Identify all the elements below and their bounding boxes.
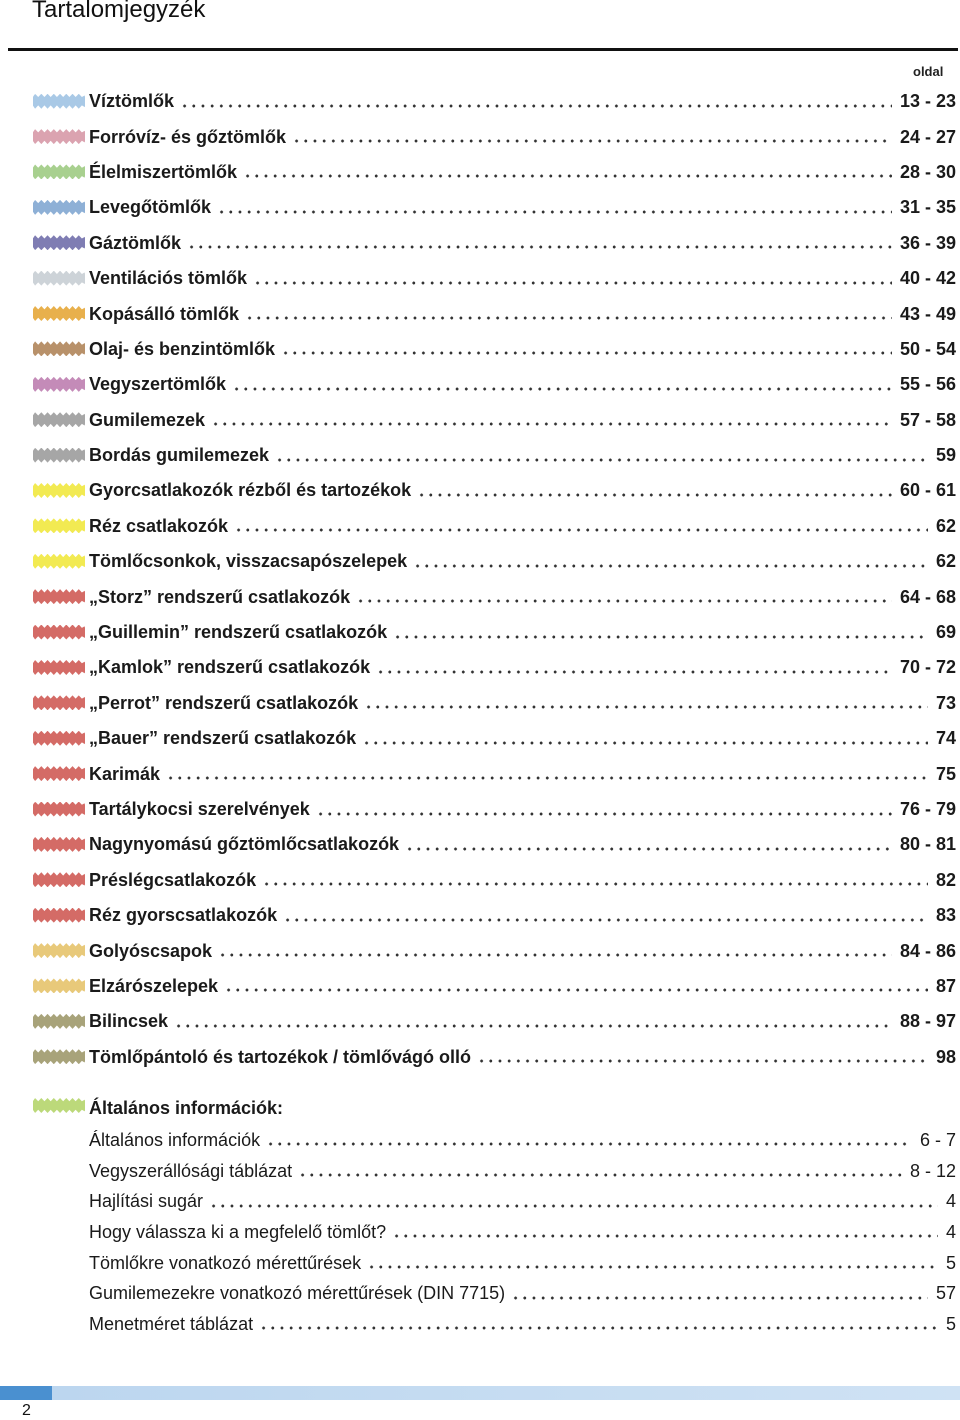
toc-entry-pages: 62 bbox=[935, 515, 956, 536]
toc-row[interactable] bbox=[0, 863, 960, 898]
toc-entry-pages: 24 - 27 bbox=[899, 126, 956, 147]
category-color-swatch bbox=[33, 695, 85, 710]
dot-leader bbox=[376, 670, 892, 674]
toc-entry-pages: 84 - 86 bbox=[899, 940, 956, 961]
general-info-entry[interactable] bbox=[89, 1125, 956, 1156]
dot-leader bbox=[262, 882, 928, 886]
page-column-header: oldal bbox=[913, 64, 944, 79]
toc-entry-label: Préslégcsatlakozók bbox=[89, 869, 257, 890]
toc-entry-label: Olaj- és benzintömlők bbox=[89, 338, 276, 359]
toc-entry-label: Gáztömlők bbox=[89, 232, 182, 253]
general-info-label: Gumilemezekre vonatkozó mérettűrések (DIN 7715) bbox=[89, 1283, 506, 1304]
toc-entry-label: Tömlőpántoló és tartozékok / tömlővágó olló bbox=[89, 1046, 472, 1067]
category-color-swatch bbox=[33, 1049, 85, 1064]
toc-row[interactable] bbox=[0, 367, 960, 402]
general-info-pages: 4 bbox=[945, 1191, 956, 1212]
dot-leader bbox=[174, 1024, 892, 1028]
toc-entry-pages: 80 - 81 bbox=[899, 834, 956, 855]
toc-entry-label: „Guillemin” rendszerű csatlakozók bbox=[89, 622, 388, 643]
toc-entry[interactable] bbox=[89, 792, 956, 827]
toc-entry-pages: 55 - 56 bbox=[899, 374, 956, 395]
category-color-swatch bbox=[33, 518, 85, 533]
toc-row[interactable] bbox=[0, 226, 960, 261]
category-color-swatch bbox=[33, 94, 85, 109]
toc-entry-pages: 43 - 49 bbox=[899, 303, 956, 324]
category-color-swatch bbox=[33, 978, 85, 993]
general-info-entry[interactable] bbox=[89, 1278, 956, 1309]
general-info-label: Tömlőkre vonatkozó mérettűrések bbox=[89, 1252, 362, 1273]
toc-entry-label: Elzárószelepek bbox=[89, 975, 219, 996]
toc-entry-pages: 73 bbox=[935, 692, 956, 713]
toc-entry-label: Vegyszertömlők bbox=[89, 374, 227, 395]
general-info-row[interactable] bbox=[0, 1278, 960, 1309]
toc-entry-label: Gumilemezek bbox=[89, 409, 206, 430]
toc-entry[interactable] bbox=[89, 615, 956, 650]
toc-entry-label: Kopásálló tömlők bbox=[89, 303, 240, 324]
category-color-swatch bbox=[33, 129, 85, 144]
general-info-pages: 5 bbox=[945, 1313, 956, 1334]
toc-entry-pages: 28 - 30 bbox=[899, 161, 956, 182]
dot-leader bbox=[275, 458, 928, 462]
category-color-swatch bbox=[33, 341, 85, 356]
toc-row[interactable] bbox=[0, 579, 960, 614]
toc-row[interactable] bbox=[0, 1004, 960, 1039]
toc-row[interactable] bbox=[0, 686, 960, 721]
toc-entry-label: Golyóscsapok bbox=[89, 940, 213, 961]
category-color-swatch bbox=[33, 660, 85, 675]
toc-entry-pages: 13 - 23 bbox=[899, 91, 956, 112]
toc-entry-label: „Perrot” rendszerű csatlakozók bbox=[89, 692, 359, 713]
general-info-row[interactable] bbox=[0, 1125, 960, 1156]
category-color-swatch bbox=[33, 164, 85, 179]
dot-leader bbox=[413, 564, 928, 568]
toc-entry-pages: 69 bbox=[935, 622, 956, 643]
toc-entry[interactable] bbox=[89, 686, 956, 721]
dot-leader bbox=[417, 493, 892, 497]
toc-entry[interactable] bbox=[89, 579, 956, 614]
toc-entry[interactable] bbox=[89, 721, 956, 756]
dot-leader bbox=[477, 1059, 928, 1063]
toc-row[interactable] bbox=[0, 473, 960, 508]
dot-leader bbox=[511, 1296, 928, 1300]
toc-entry-pages: 83 bbox=[935, 905, 956, 926]
toc-entry-label: Réz gyorscsatlakozók bbox=[89, 905, 278, 926]
dot-leader bbox=[356, 599, 892, 603]
dot-leader bbox=[367, 1265, 938, 1269]
toc-entry[interactable] bbox=[89, 226, 956, 261]
category-color-swatch bbox=[33, 235, 85, 250]
dot-leader bbox=[283, 918, 928, 922]
dot-leader bbox=[187, 245, 892, 249]
toc-entry-pages: 40 - 42 bbox=[899, 268, 956, 289]
category-color-swatch bbox=[33, 271, 85, 286]
category-color-swatch bbox=[33, 306, 85, 321]
toc-row[interactable] bbox=[0, 721, 960, 756]
toc-entry-label: Nagynyomású gőztömlőcsatlakozók bbox=[89, 834, 400, 855]
toc-row[interactable] bbox=[0, 119, 960, 154]
general-info-label: Általános információk bbox=[89, 1129, 261, 1150]
dot-leader bbox=[245, 316, 892, 320]
dot-leader bbox=[180, 104, 892, 108]
toc-entry-label: Forróvíz- és gőztömlők bbox=[89, 126, 287, 147]
toc-entry[interactable] bbox=[89, 1004, 956, 1039]
toc-entry[interactable] bbox=[89, 544, 956, 579]
toc-row[interactable] bbox=[0, 792, 960, 827]
toc-row[interactable] bbox=[0, 84, 960, 119]
toc-entry-label: Víztömlők bbox=[89, 91, 175, 112]
general-info-row[interactable] bbox=[0, 1156, 960, 1187]
toc-row[interactable] bbox=[0, 1040, 960, 1075]
dot-leader bbox=[243, 174, 892, 178]
general-info-entry[interactable] bbox=[89, 1309, 956, 1340]
general-info-row[interactable] bbox=[0, 1186, 960, 1217]
toc-entry-label: Ventilációs tömlők bbox=[89, 268, 248, 289]
dot-leader bbox=[166, 776, 928, 780]
dot-leader bbox=[234, 528, 928, 532]
toc-entry-label: „Kamlok” rendszerű csatlakozók bbox=[89, 657, 371, 678]
category-color-swatch bbox=[33, 625, 85, 640]
dot-leader bbox=[393, 635, 928, 639]
page-title: Tartalomjegyzék bbox=[32, 0, 206, 23]
toc-entry-label: „Bauer” rendszerű csatlakozók bbox=[89, 728, 357, 749]
general-info-entry[interactable] bbox=[89, 1156, 956, 1187]
toc-entry[interactable] bbox=[89, 933, 956, 968]
toc-row[interactable] bbox=[0, 190, 960, 225]
toc-entry-pages: 82 bbox=[935, 869, 956, 890]
dot-leader bbox=[211, 422, 892, 426]
general-info-entry[interactable] bbox=[89, 1217, 956, 1248]
dot-leader bbox=[316, 812, 892, 816]
general-info-pages: 5 bbox=[945, 1252, 956, 1273]
toc-entry-pages: 87 bbox=[935, 975, 956, 996]
general-info-label: Hogy válassza ki a megfelelő tömlőt? bbox=[89, 1221, 387, 1242]
general-info-label: Hajlítási sugár bbox=[89, 1191, 204, 1212]
table-of-contents bbox=[0, 84, 960, 1075]
toc-entry[interactable] bbox=[89, 473, 956, 508]
toc-entry-label: Karimák bbox=[89, 763, 161, 784]
toc-entry-label: Gyorcsatlakozók rézből és tartozékok bbox=[89, 480, 412, 501]
dot-leader bbox=[266, 1142, 912, 1146]
category-color-swatch bbox=[33, 908, 85, 923]
toc-entry-pages: 57 - 58 bbox=[899, 409, 956, 430]
toc-row[interactable] bbox=[0, 296, 960, 331]
toc-entry-pages: 64 - 68 bbox=[899, 586, 956, 607]
footer-bar bbox=[0, 1386, 960, 1400]
toc-entry-pages: 88 - 97 bbox=[899, 1011, 956, 1032]
toc-entry[interactable] bbox=[89, 119, 956, 154]
category-color-swatch bbox=[33, 589, 85, 604]
toc-entry[interactable] bbox=[89, 650, 956, 685]
toc-row[interactable] bbox=[0, 544, 960, 579]
general-info-entry[interactable] bbox=[89, 1248, 956, 1279]
page-number: 2 bbox=[22, 1402, 31, 1419]
toc-row[interactable] bbox=[0, 403, 960, 438]
general-info-label: Menetméret táblázat bbox=[89, 1313, 254, 1334]
toc-row[interactable] bbox=[0, 438, 960, 473]
toc-row[interactable] bbox=[0, 650, 960, 685]
category-color-swatch bbox=[33, 448, 85, 463]
toc-entry[interactable] bbox=[89, 403, 956, 438]
toc-entry-label: Bordás gumilemezek bbox=[89, 445, 270, 466]
toc-entry[interactable] bbox=[89, 438, 956, 473]
toc-row[interactable] bbox=[0, 756, 960, 791]
toc-row[interactable] bbox=[0, 261, 960, 296]
toc-entry-pages: 62 bbox=[935, 551, 956, 572]
toc-entry[interactable] bbox=[89, 969, 956, 1004]
toc-entry[interactable] bbox=[89, 332, 956, 367]
dot-leader bbox=[292, 139, 892, 143]
toc-entry[interactable] bbox=[89, 84, 956, 119]
category-color-swatch bbox=[33, 943, 85, 958]
toc-entry[interactable] bbox=[89, 898, 956, 933]
toc-entry[interactable] bbox=[89, 756, 956, 791]
category-color-swatch bbox=[33, 872, 85, 887]
toc-row[interactable] bbox=[0, 155, 960, 190]
toc-entry-pages: 50 - 54 bbox=[899, 338, 956, 359]
toc-entry-pages: 60 - 61 bbox=[899, 480, 956, 501]
category-color-swatch bbox=[33, 483, 85, 498]
dot-leader bbox=[209, 1204, 938, 1208]
toc-entry-pages: 74 bbox=[935, 728, 956, 749]
general-info-row[interactable] bbox=[0, 1217, 960, 1248]
toc-entry-pages: 76 - 79 bbox=[899, 799, 956, 819]
toc-entry[interactable] bbox=[89, 509, 956, 544]
category-color-swatch bbox=[33, 802, 85, 817]
toc-entry[interactable] bbox=[89, 261, 956, 296]
category-color-swatch bbox=[33, 837, 85, 852]
general-info-pages: 6 - 7 bbox=[919, 1129, 956, 1150]
general-info-list bbox=[0, 1125, 960, 1340]
category-color-swatch bbox=[33, 766, 85, 781]
title-divider bbox=[8, 48, 958, 51]
dot-leader bbox=[259, 1326, 938, 1330]
general-info-pages: 57 bbox=[935, 1283, 956, 1304]
dot-leader bbox=[281, 351, 892, 355]
dot-leader bbox=[224, 988, 928, 992]
toc-row[interactable] bbox=[0, 332, 960, 367]
toc-entry-pages: 36 - 39 bbox=[899, 232, 956, 253]
toc-row[interactable] bbox=[0, 615, 960, 650]
general-info-color-swatch bbox=[33, 1098, 85, 1113]
toc-row[interactable] bbox=[0, 898, 960, 933]
category-color-swatch bbox=[33, 412, 85, 427]
toc-entry-label: Levegőtömlők bbox=[89, 197, 212, 218]
category-color-swatch bbox=[33, 200, 85, 215]
toc-entry-pages: 70 - 72 bbox=[899, 657, 956, 678]
toc-entry[interactable] bbox=[89, 1040, 956, 1075]
dot-leader bbox=[232, 387, 892, 391]
category-color-swatch bbox=[33, 377, 85, 392]
general-info-row[interactable] bbox=[0, 1248, 960, 1279]
dot-leader bbox=[364, 705, 928, 709]
dot-leader bbox=[298, 1173, 902, 1177]
category-color-swatch bbox=[33, 554, 85, 569]
dot-leader bbox=[362, 741, 928, 745]
dot-leader bbox=[217, 210, 892, 214]
general-info-heading: Általános információk: bbox=[89, 1098, 284, 1118]
toc-entry-label: Bilincsek bbox=[89, 1011, 169, 1032]
dot-leader bbox=[405, 847, 892, 851]
toc-entry-label: Élelmiszertömlők bbox=[89, 161, 238, 182]
toc-entry[interactable] bbox=[89, 367, 956, 402]
general-info-pages: 4 bbox=[945, 1221, 956, 1242]
toc-entry[interactable] bbox=[89, 863, 956, 898]
general-info-entry[interactable] bbox=[89, 1186, 956, 1217]
toc-entry-pages: 59 bbox=[935, 445, 956, 466]
category-color-swatch bbox=[33, 731, 85, 746]
toc-row[interactable] bbox=[0, 933, 960, 968]
general-info-label: Vegyszerállósági táblázat bbox=[89, 1160, 293, 1181]
general-info-pages: 8 - 12 bbox=[909, 1160, 956, 1181]
dot-leader bbox=[218, 953, 892, 957]
toc-entry-pages: 31 - 35 bbox=[899, 197, 956, 218]
general-info-row[interactable] bbox=[0, 1309, 960, 1340]
category-color-swatch bbox=[33, 1014, 85, 1029]
toc-entry-label: „Storz” rendszerű csatlakozók bbox=[89, 586, 351, 607]
toc-entry-label: Tömlőcsonkok, visszacsapószelepek bbox=[89, 551, 408, 572]
toc-row[interactable] bbox=[0, 969, 960, 1004]
toc-entry[interactable] bbox=[89, 190, 956, 225]
toc-entry-label: Réz csatlakozók bbox=[89, 515, 229, 536]
toc-row[interactable] bbox=[0, 509, 960, 544]
toc-row[interactable] bbox=[0, 827, 960, 862]
dot-leader bbox=[392, 1234, 938, 1238]
dot-leader bbox=[253, 281, 892, 285]
toc-entry-pages: 98 bbox=[935, 1046, 956, 1067]
toc-entry[interactable] bbox=[89, 155, 956, 190]
toc-entry[interactable] bbox=[89, 296, 956, 331]
toc-entry-label: Tartálykocsi szerelvények bbox=[89, 799, 310, 819]
toc-entry[interactable] bbox=[89, 827, 956, 862]
toc-entry-pages: 75 bbox=[935, 763, 956, 784]
